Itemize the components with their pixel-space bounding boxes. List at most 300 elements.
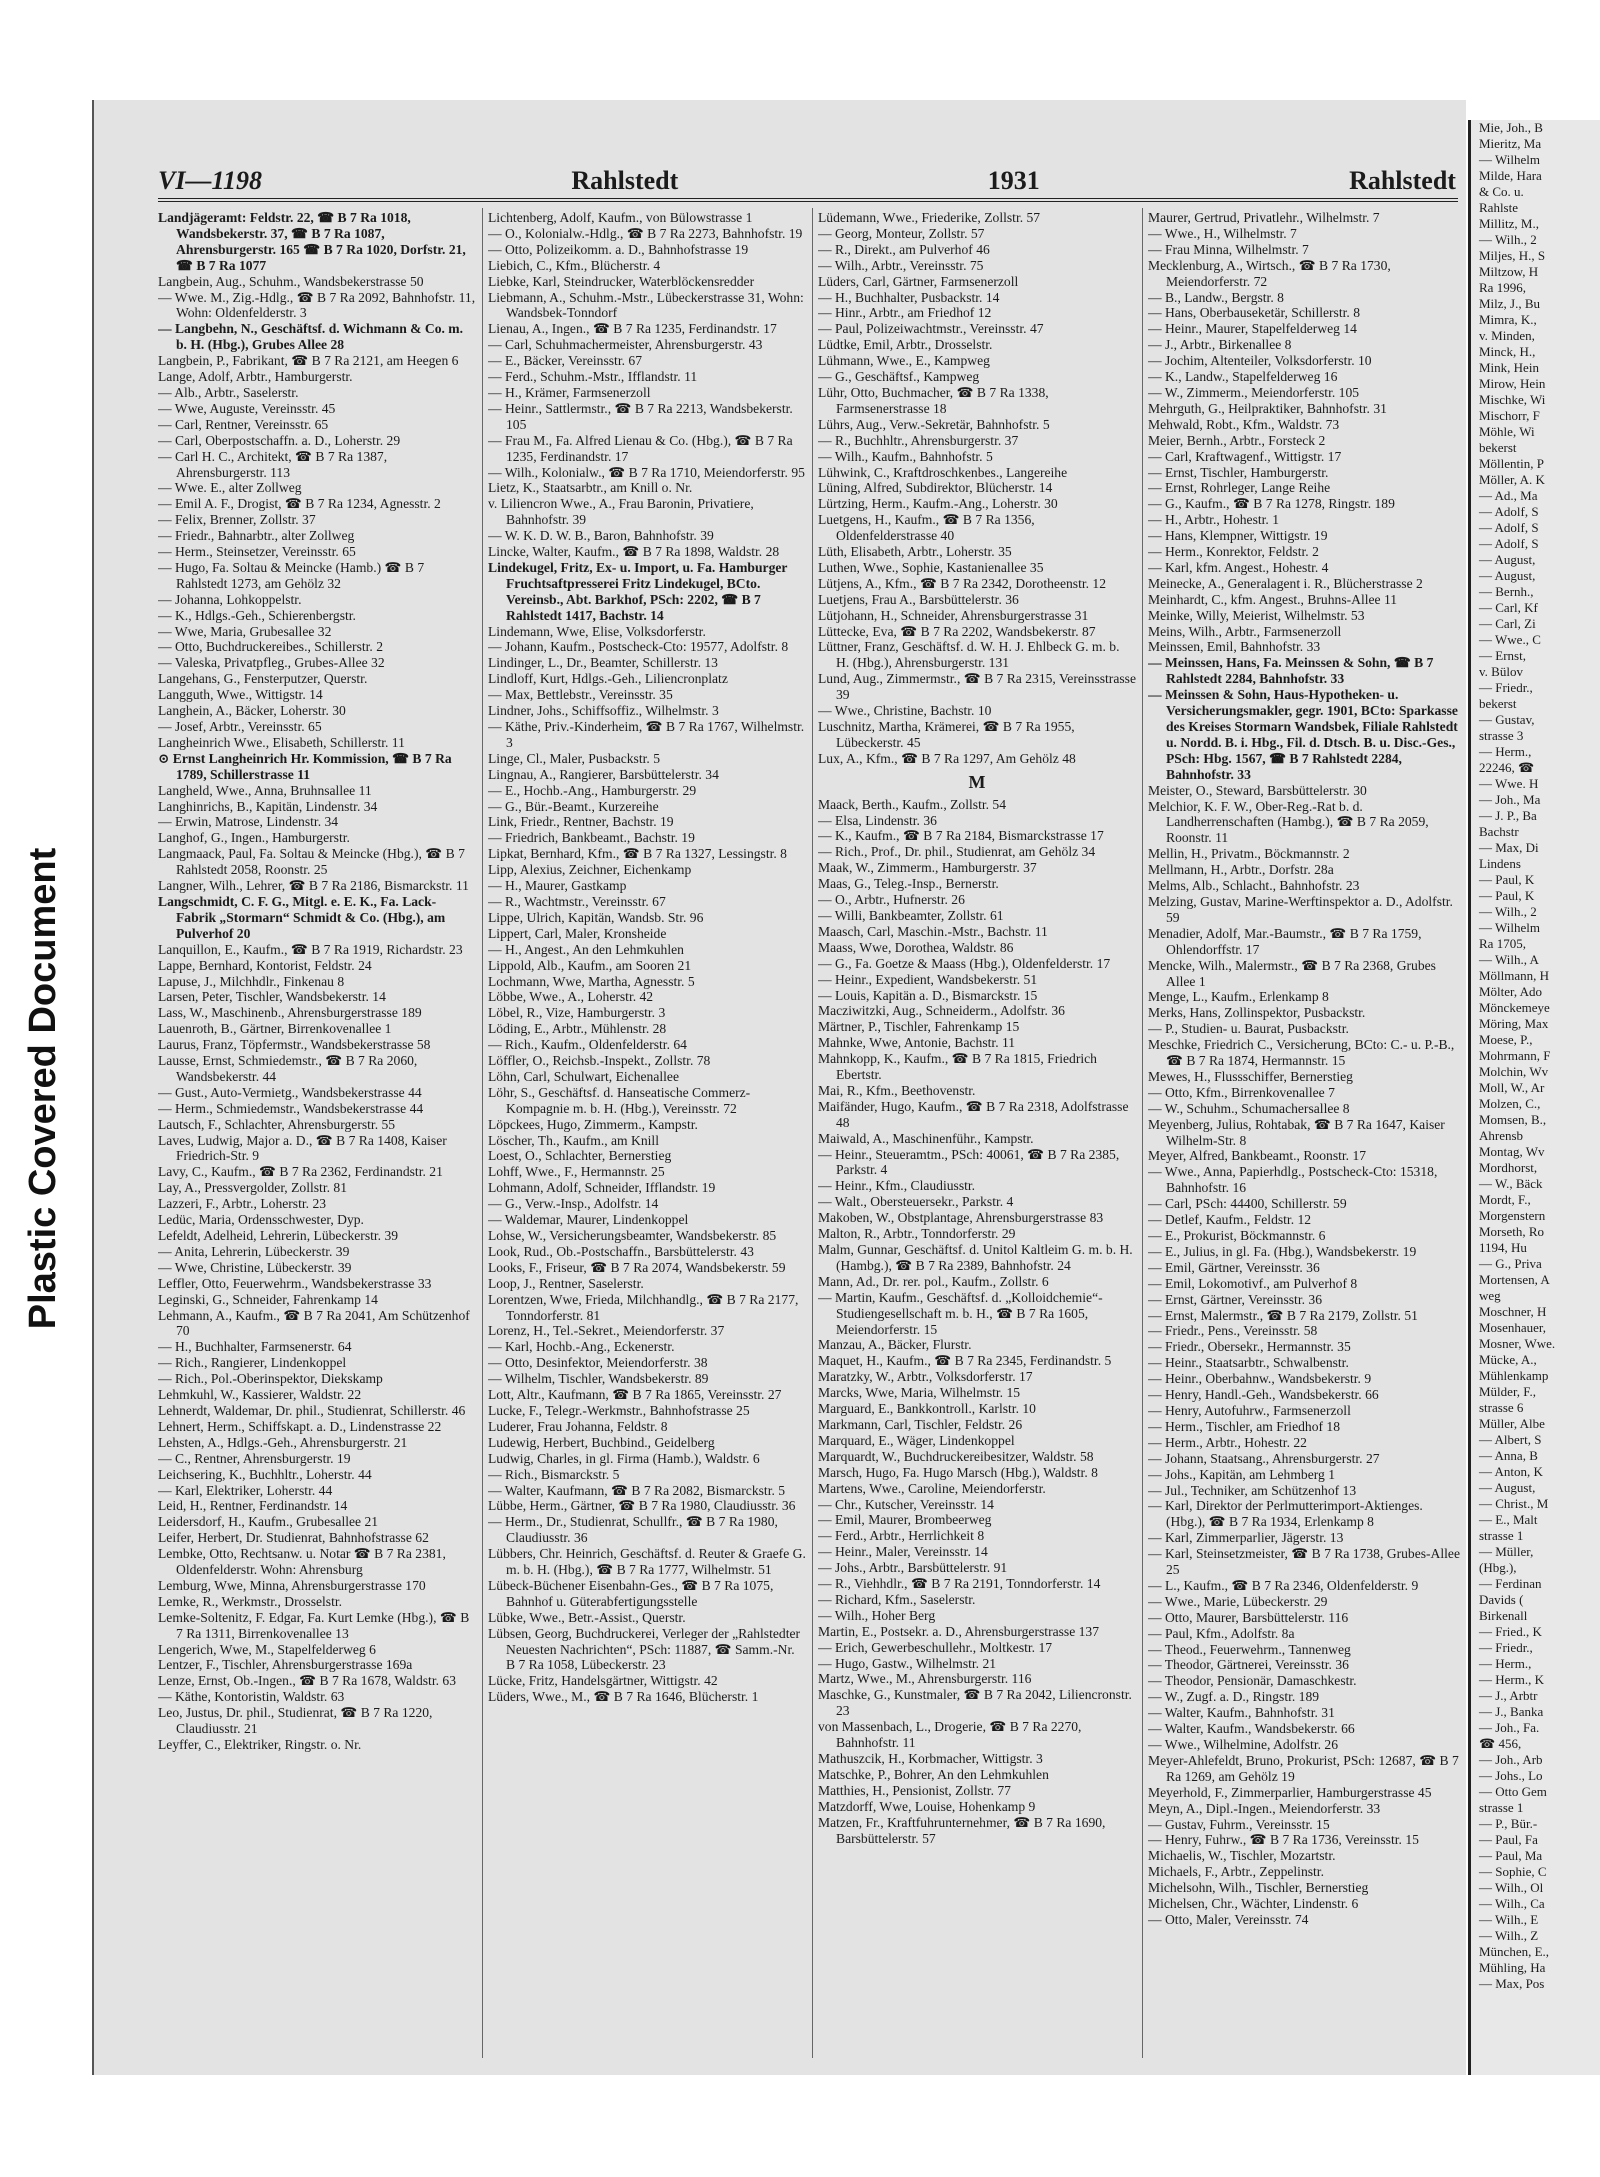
adjacent-page-entry: — Paul, Fa <box>1479 1832 1538 1847</box>
directory-entry: — Wwe., Anna, Papierhdlg., Postscheck-Cto: 15318, Bahnhofstr. 16 <box>1148 1164 1438 1196</box>
adjacent-page-entry: Rahlste <box>1479 200 1518 215</box>
adjacent-page-entry: — Otto Gem <box>1479 1784 1547 1799</box>
directory-entry: Langhof, G., Ingen., Hamburgerstr. <box>158 830 350 846</box>
directory-entry: — Otto, Kfm., Birrenkovenallee 7 <box>1148 1084 1335 1100</box>
directory-entry: Meyenberg, Julius, Rohtabak, ☎ B 7 Ra 1647, Kaiser Wilhelm-Str. 8 <box>1148 1116 1445 1148</box>
directory-entry: Manzau, A., Bäcker, Flurstr. <box>818 1337 972 1353</box>
directory-entry: Lienau, A., Ingen., ☎ B 7 Ra 1235, Ferdinandstr. 17 <box>488 321 777 337</box>
directory-entry: Link, Friedr., Rentner, Bachstr. 19 <box>488 814 674 830</box>
directory-entry: Langheinrich Wwe., Elisabeth, Schillerstr. 11 <box>158 734 405 750</box>
adjacent-page-entry: — Herm., K <box>1479 1672 1544 1687</box>
adjacent-page-entry: Minck, H., <box>1479 344 1536 359</box>
directory-entry: Linge, Cl., Maler, Pusbackstr. 5 <box>488 750 660 766</box>
directory-entry: Marcks, Wwe, Maria, Wilhelmstr. 15 <box>818 1385 1021 1401</box>
directory-entry: Lohmann, Adolf, Schneider, Ifflandstr. 19 <box>488 1180 716 1196</box>
directory-entry: Lindinger, L., Dr., Beamter, Schillerstr. 13 <box>488 655 718 671</box>
directory-entry: Matthies, H., Pensionist, Zollstr. 77 <box>818 1782 1011 1798</box>
directory-entry: Lühr, Otto, Buchmacher, ☎ B 7 Ra 1338, Farmsenerstrasse 18 <box>818 384 1049 416</box>
adjacent-page-entry: — Ferdinan <box>1479 1576 1542 1591</box>
directory-entry: — Theodor, Gärtnerei, Vereinsstr. 36 <box>1148 1657 1349 1673</box>
directory-entry: Landjägeramt: Feldstr. 22, ☎ B 7 Ra 1018, Wandsbekerstr. 37, ☎ B 7 Ra 1087, Ahrensburgerstr. 165 ☎ B 7 Ra 1020, Dorfstr. 21, ☎ B 7 Ra 1077 <box>158 210 466 273</box>
directory-entry: — Johs., Arbtr., Barsbüttelerstr. 91 <box>818 1560 1008 1576</box>
directory-entry: Leyffer, C., Elektriker, Ringstr. o. Nr. <box>158 1737 362 1752</box>
directory-entry: — Hugo, Gastw., Wilhelmstr. 21 <box>818 1655 997 1671</box>
directory-entry: Löpckees, Hugo, Zimmerm., Kampstr. <box>488 1116 698 1132</box>
directory-entry: Leffler, Otto, Feuerwehrm., Wandsbekerstrasse 33 <box>158 1275 432 1291</box>
adjacent-page-entry: bekerst <box>1479 696 1517 711</box>
directory-entry: Michaels, F., Arbtr., Zeppelinstr. <box>1148 1864 1324 1880</box>
directory-entry: Meyer-Ahlefeldt, Bruno, Prokurist, PSch: 12687, ☎ B 7 Ra 1269, am Gehölz 19 <box>1148 1752 1459 1784</box>
directory-entry: Maasch, Carl, Maschin.-Mstr., Bachstr. 11 <box>818 923 1048 939</box>
adjacent-page-entry: Birkenall <box>1479 1608 1528 1623</box>
adjacent-page-entry: — Joh., Arb <box>1479 1752 1543 1767</box>
directory-entry: Lembke, Otto, Rechtsanw. u. Notar ☎ B 7 Ra 2381, Oldenfelderstr. Wohn: Ahrensburg <box>158 1546 446 1578</box>
directory-entry: Luetgens, H., Kaufm., ☎ B 7 Ra 1356, Oldenfelderstrasse 40 <box>818 512 1035 544</box>
directory-entry: Lichtenberg, Adolf, Kaufm., von Bülowstrasse 1 <box>488 210 753 225</box>
directory-entry: — Paul, Kfm., Adolfstr. 8a <box>1148 1625 1295 1641</box>
directory-entry: — Carl, Kraftwagenf., Wittigstr. 17 <box>1148 448 1342 464</box>
adjacent-page-entry: — Friedr., <box>1479 1640 1533 1655</box>
directory-entry: Lemke, R., Werkmstr., Drosselstr. <box>158 1593 343 1609</box>
directory-entry: — Karl, Hochb.-Ang., Eckenerstr. <box>488 1339 675 1355</box>
directory-entry: Leichsering, K., Buchhltr., Loherstr. 44 <box>158 1466 372 1482</box>
adjacent-page-entry: Molzen, C., <box>1479 1096 1541 1111</box>
directory-entry: — H., Maurer, Gastkamp <box>488 878 627 894</box>
directory-entry: Lemke-Soltenitz, F. Edgar, Fa. Kurt Lemke (Hbg.), ☎ B 7 Ra 1311, Birrenkovenallee 13 <box>158 1609 470 1641</box>
directory-entry: Meinke, Willy, Meierist, Wilhelmstr. 53 <box>1148 607 1365 623</box>
directory-entry: — Carl, Oberpostschaffn. a. D., Loherstr. 29 <box>158 432 401 448</box>
directory-entry: Lucke, F., Telegr.-Werkmstr., Bahnhofstrasse 25 <box>488 1402 750 1418</box>
directory-column-4 <box>1148 210 1460 2060</box>
directory-entry: — P., Studien- u. Baurat, Pusbackstr. <box>1148 1021 1349 1037</box>
adjacent-page-entry: strasse 1 <box>1479 1528 1524 1543</box>
directory-entry: Makoben, W., Obstplantage, Ahrensburgerstrasse 83 <box>818 1210 1104 1226</box>
adjacent-page-entry: Moschner, H <box>1479 1304 1547 1319</box>
directory-entry: Liebich, C., Kfm., Blücherstr. 4 <box>488 257 661 273</box>
directory-column-1 <box>158 210 476 2060</box>
directory-entry: — H., Arbtr., Hohestr. 1 <box>1148 512 1280 528</box>
adjacent-page-entry: Mie, Joh., B <box>1479 120 1543 135</box>
directory-entry: — Karl, Direktor der Perlmutterimport-Aktienges. (Hbg.), ☎ B 7 Ra 1934, Erlenkamp 8 <box>1148 1498 1423 1530</box>
directory-entry: Lauenroth, B., Gärtner, Birrenkovenallee 1 <box>158 1021 392 1037</box>
directory-entry: — Wwe. E., alter Zollweg <box>158 480 302 496</box>
adjacent-page-entry: Milde, Hara <box>1479 168 1542 183</box>
adjacent-page-entry: — Wilh., 2 <box>1479 904 1537 919</box>
directory-entry: Lorentzen, Wwe, Frieda, Milchhandlg., ☎ B 7 Ra 2177, Tonndorferstr. 81 <box>488 1291 799 1323</box>
directory-entry: — Friedr., Obersekr., Hermannstr. 35 <box>1148 1339 1351 1355</box>
directory-entry: — E., Julius, in gl. Fa. (Hbg.), Wandsbekerstr. 19 <box>1148 1243 1417 1259</box>
directory-entry: Lütjohann, H., Schneider, Ahrensburgerstrasse 31 <box>818 607 1089 623</box>
adjacent-page-entry: 22246, ☎ <box>1479 760 1535 775</box>
directory-entry: Lindekugel, Fritz, Ex- u. Import, u. Fa. Hamburger Fruchtsaftpresserei Fritz Lindekugel, BCto. Vereinsb., Abt. Barkhof, PSch: 2202, ☎ B 7 Rahlstedt 1417, Bachstr. 14 <box>488 559 788 623</box>
adjacent-page-entry: (Hbg.), <box>1479 1560 1517 1575</box>
directory-entry: Maack, Berth., Kaufm., Zollstr. 54 <box>818 796 1007 812</box>
adjacent-page-entry: München, E., <box>1479 1944 1550 1959</box>
directory-entry: Leifer, Herbert, Dr. Studienrat, Bahnhofstrasse 62 <box>158 1530 429 1546</box>
adjacent-page-entry: Molchin, Wv <box>1479 1064 1549 1079</box>
directory-entry: — Heinr., Oberbahnw., Wandsbekerstr. 9 <box>1148 1371 1372 1387</box>
directory-entry: Leid, H., Rentner, Ferdinandstr. 14 <box>158 1498 348 1514</box>
directory-entry: Michelsen, Chr., Wächter, Lindenstr. 6 <box>1148 1896 1359 1912</box>
directory-entry: Martens, Wwe., Caroline, Meiendorferstr. <box>818 1480 1046 1496</box>
directory-entry: — Ferd., Arbtr., Herrlichkeit 8 <box>818 1528 985 1544</box>
directory-entry: — Herm., Konrektor, Feldstr. 2 <box>1148 544 1319 560</box>
page-number: VI—1198 <box>158 166 263 195</box>
directory-entry: Michelsohn, Wilh., Tischler, Bernerstieg <box>1148 1880 1369 1896</box>
adjacent-page-entry: — Wwe., C <box>1479 632 1541 647</box>
directory-entry: — Friedrich, Bankbeamt., Bachstr. 19 <box>488 830 695 846</box>
directory-entry: Luschnitz, Martha, Krämerei, ☎ B 7 Ra 1955, Lübeckerstr. 45 <box>818 719 1075 750</box>
directory-entry: Menge, L., Kaufm., Erlenkamp 8 <box>1148 989 1329 1005</box>
directory-entry: — Louis, Kapitän a. D., Bismarckstr. 15 <box>818 987 1038 1003</box>
directory-entry: — G., Verw.-Insp., Adolfstr. 14 <box>488 1196 659 1212</box>
directory-column-3 <box>818 210 1136 2060</box>
adjacent-page-entry: — Adolf, S <box>1479 520 1539 535</box>
adjacent-page-entry: — Paul, K <box>1479 872 1535 887</box>
adjacent-page-entry: — Wilh., Ca <box>1479 1896 1545 1911</box>
adjacent-page-entry: v. Bülov <box>1479 664 1523 679</box>
directory-entry: Ledüc, Maria, Ordensschwester, Dyp. <box>158 1212 364 1228</box>
directory-entry: Lipp, Alexius, Zeichner, Eichenkamp <box>488 862 692 878</box>
directory-entry: — Otto, Buchdruckereibes., Schillerstr. 2 <box>158 639 384 655</box>
directory-entry: — Emil, Maurer, Brombeerweg <box>818 1512 992 1528</box>
directory-entry: Löhn, Carl, Schulwart, Eichenallee <box>488 1068 680 1084</box>
directory-entry: — O., Arbtr., Hufnerstr. 26 <box>818 892 965 908</box>
directory-entry: Langguth, Wwe., Wittigstr. 14 <box>158 687 323 703</box>
directory-entry: — Hinr., Arbtr., am Friedhof 12 <box>818 305 992 321</box>
directory-entry: Mellin, H., Privatm., Böckmannstr. 2 <box>1148 846 1350 862</box>
directory-entry: — C., Rentner, Ahrensburgerstr. 19 <box>158 1450 351 1466</box>
column-divider <box>812 208 813 2058</box>
directory-entry: Marquardt, W., Buchdruckereibesitzer, Waldstr. 58 <box>818 1448 1094 1464</box>
directory-entry: — Wwe, Auguste, Vereinsstr. 45 <box>158 400 336 416</box>
directory-entry: Laves, Ludwig, Major a. D., ☎ B 7 Ra 1408, Kaiser Friedrich-Str. 9 <box>158 1132 447 1164</box>
directory-entry: — Ernst, Rohrleger, Lange Reihe <box>1148 480 1331 496</box>
directory-entry: — Heinr., Steueramtm., PSch: 40061, ☎ B 7 Ra 2385, Parkstr. 4 <box>818 1146 1120 1178</box>
directory-entry: Lehmann, A., Kaufm., ☎ B 7 Ra 2041, Am Schützenhof 70 <box>158 1307 470 1339</box>
directory-entry: Lehnert, Herm., Schiffskapt. a. D., Lindenstrasse 22 <box>158 1418 442 1434</box>
directory-entry: Matzen, Fr., Kraftfuhrunternehmer, ☎ B 7 Ra 1690, Barsbüttelerstr. 57 <box>818 1814 1106 1846</box>
directory-entry: Lüth, Elisabeth, Arbtr., Loherstr. 35 <box>818 544 1012 560</box>
directory-entry: — Paul, Polizeiwachtmstr., Vereinsstr. 47 <box>818 321 1044 337</box>
directory-entry: Lincke, Walter, Kaufm., ☎ B 7 Ra 1898, Waldstr. 28 <box>488 544 780 560</box>
adjacent-page-entry: bekerst <box>1479 440 1517 455</box>
directory-entry: Luthen, Wwe., Sophie, Kastanienallee 35 <box>818 559 1044 575</box>
directory-entry: Luderer, Frau Johanna, Feldstr. 8 <box>488 1418 668 1434</box>
directory-entry: Lentzer, F., Tischler, Ahrensburgerstrasse 169a <box>158 1657 413 1673</box>
directory-entry: — Herm., Tischler, am Friedhof 18 <box>1148 1418 1341 1434</box>
adjacent-page-entry: — W., Bäck <box>1479 1176 1543 1191</box>
adjacent-page-entry: Momsen, B., <box>1479 1112 1547 1127</box>
directory-entry: — Wilh., Kaufm., Bahnhofstr. 5 <box>818 448 993 464</box>
directory-entry: Langmaack, Paul, Fa. Soltau & Meincke (Hbg.), ☎ B 7 Rahlstedt 2058, Roonstr. 25 <box>158 846 465 878</box>
header-rule <box>158 198 1458 202</box>
directory-entry: — Martin, Kaufm., Geschäftsf. d. „Kolloidchemie“-Studiengesellschaft m. b. H., ☎ B 7 Ra 1605, Meiendorferstr. 15 <box>818 1289 1103 1337</box>
directory-entry: — Meinssen, Hans, Fa. Meinssen & Sohn, ☎ B 7 Rahlstedt 2284, Bahnhofstr. 33 <box>1148 655 1434 687</box>
directory-entry: Loest, O., Schlachter, Bernerstieg <box>488 1148 672 1164</box>
adjacent-page-entry: Mohrmann, F <box>1479 1048 1551 1063</box>
adjacent-page-entry: — Wilh., Ol <box>1479 1880 1544 1895</box>
adjacent-page-entry: — Wilh., E <box>1479 1912 1539 1927</box>
adjacent-page-entry: — Adolf, S <box>1479 536 1539 551</box>
adjacent-page-entry: Morgenstern <box>1479 1208 1546 1223</box>
adjacent-page-entry: — Anton, K <box>1479 1464 1543 1479</box>
directory-entry: — K., Kaufm., ☎ B 7 Ra 2184, Bismarckstrasse 17 <box>818 828 1104 844</box>
year: 1931 <box>987 166 1040 195</box>
directory-entry: — Friedr., Pens., Vereinsstr. 58 <box>1148 1323 1318 1339</box>
directory-entry: Lübeck-Büchener Eisenbahn-Ges., ☎ B 7 Ra 1075, Bahnhof u. Güterabfertigungsstelle <box>488 1577 774 1609</box>
directory-entry: Löhr, S., Geschäftsf. d. Hanseatische Commerz-Kompagnie m. b. H. (Hbg.), Vereinsstr. 72 <box>488 1084 751 1116</box>
adjacent-page-entry: strasse 1 <box>1479 1800 1524 1815</box>
adjacent-page-entry: — Albert, S <box>1479 1432 1542 1447</box>
directory-entry: Meinhardt, C., kfm. Angest., Bruhns-Allee 11 <box>1148 591 1398 607</box>
adjacent-page-entry: Moese, P., <box>1479 1032 1533 1047</box>
directory-entry: Larsen, Peter, Tischler, Wandsbekerstr. 14 <box>158 989 386 1005</box>
directory-entry: Langschmidt, C. F. G., Mitgl. e. E. K., Fa. Lack-Fabrik „Stormarn“ Schmidt & Co. (Hbg.), am Pulverhof 20 <box>158 893 446 941</box>
directory-entry: — R., Direkt., am Pulverhof 46 <box>818 241 990 257</box>
directory-entry: — Erich, Gewerbeschullehr., Moltkestr. 17 <box>818 1639 1053 1655</box>
directory-entry: Lippert, Carl, Maler, Kronsheide <box>488 925 667 941</box>
directory-entry: Lohff, Wwe., F., Hermannstr. 25 <box>488 1164 665 1180</box>
directory-entry: — Carl, Schuhmachermeister, Ahrensburgerstr. 43 <box>488 337 763 353</box>
adjacent-page-entry: — Adolf, S <box>1479 504 1539 519</box>
directory-entry: — E., Hochb.-Ang., Hamburgerstr. 29 <box>488 782 697 798</box>
adjacent-page-entry: — August, <box>1479 568 1536 583</box>
adjacent-page-entry: Möller, A. K <box>1479 472 1545 487</box>
adjacent-page-entry: Ra 1996, <box>1479 280 1526 295</box>
directory-entry: — R., Viehhdlr., ☎ B 7 Ra 2191, Tonndorferstr. 14 <box>818 1576 1101 1592</box>
directory-entry: Märtner, P., Tischler, Fahrenkamp 15 <box>818 1019 1020 1035</box>
adjacent-page-entry: — Joh., Ma <box>1479 792 1541 807</box>
directory-entry: Lübbers, Chr. Heinrich, Geschäftsf. d. Reuter & Graefe G. m. b. H. (Hbg.), ☎ B 7 Ra 1777, Wilhelmstr. 51 <box>488 1546 806 1578</box>
page-header <box>94 156 1466 196</box>
directory-entry: Lass, W., Maschinenb., Ahrensburgerstrasse 189 <box>158 1005 422 1021</box>
directory-entry: — Felix, Brenner, Zollstr. 37 <box>158 512 316 528</box>
directory-entry: — Henry, Handl.-Geh., Wandsbekerstr. 66 <box>1148 1387 1379 1403</box>
adjacent-page-entry: Mieritz, Ma <box>1479 136 1542 151</box>
directory-entry: Meyer, Alfred, Bankbeamt., Roonstr. 17 <box>1148 1148 1367 1164</box>
directory-entry: — J., Arbtr., Birkenallee 8 <box>1148 337 1292 353</box>
directory-entry: — Rich., Pol.-Oberinspektor, Diekskamp <box>158 1371 383 1387</box>
adjacent-page-entry: — Paul, K <box>1479 888 1535 903</box>
directory-entry: Lay, A., Pressvergolder, Zollstr. 81 <box>158 1180 347 1196</box>
adjacent-page-entry: Müller, Albe <box>1479 1416 1545 1431</box>
adjacent-page-entry: — Wwe. H <box>1479 776 1539 791</box>
adjacent-page-entry: — Max, Pos <box>1479 1976 1545 1991</box>
adjacent-page-entry: Miltzow, H <box>1479 264 1539 279</box>
directory-entry: Lappe, Bernhard, Kontorist, Feldstr. 24 <box>158 957 372 973</box>
directory-entry: Meier, Bernh., Arbtr., Forsteck 2 <box>1148 432 1326 448</box>
directory-entry: — Karl, Steinsetzmeister, ☎ B 7 Ra 1738, Grubes-Allee 25 <box>1148 1546 1460 1578</box>
directory-entry: — Otto, Maler, Vereinsstr. 74 <box>1148 1911 1309 1927</box>
directory-entry: Maquet, H., Kaufm., ☎ B 7 Ra 2345, Ferdinandstr. 5 <box>818 1353 1112 1369</box>
directory-entry: Looks, F., Friseur, ☎ B 7 Ra 2074, Wandsbekerstr. 59 <box>488 1259 786 1275</box>
directory-entry: v. Liliencron Wwe., A., Frau Baronin, Privatiere, Bahnhofstr. 39 <box>488 496 754 528</box>
directory-entry: Liebke, Karl, Steindrucker, Waterblöckensredder <box>488 273 755 289</box>
directory-entry: Lütjens, A., Kfm., ☎ B 7 Ra 2342, Dorotheenstr. 12 <box>818 575 1107 591</box>
stamp-band <box>0 0 88 2177</box>
adjacent-page-entry: — Herm., <box>1479 744 1532 759</box>
directory-entry: — K., Landw., Stapelfelderweg 16 <box>1148 369 1338 385</box>
directory-entry: — Wilhelm, Tischler, Wandsbekerstr. 89 <box>488 1371 709 1387</box>
directory-entry: Melms, Alb., Schlacht., Bahnhofstr. 23 <box>1148 878 1360 894</box>
adjacent-page-fragment <box>1468 120 1600 2075</box>
directory-entry: — W., Zugf. a. D., Ringstr. 189 <box>1148 1689 1320 1705</box>
directory-entry: Matschke, P., Bohrer, An den Lehmkuhlen <box>818 1766 1049 1782</box>
directory-entry: — R., Wachtmstr., Vereinsstr. 67 <box>488 893 666 909</box>
adjacent-page-entry: — Christ., M <box>1479 1496 1549 1511</box>
directory-entry: — Theod., Feuerwehrm., Tannenweg <box>1148 1641 1351 1657</box>
directory-entry: — Walter, Kaufm., Wandsbekerstr. 66 <box>1148 1721 1355 1737</box>
adjacent-page-entry: — P., Bür.- <box>1479 1816 1538 1831</box>
adjacent-page-entry: — Ernst, <box>1479 648 1526 663</box>
directory-entry: — L., Kaufm., ☎ B 7 Ra 2346, Oldenfelderstr. 9 <box>1148 1577 1419 1593</box>
directory-entry: Löbbe, Wwe., A., Loherstr. 42 <box>488 989 654 1005</box>
directory-entry: Lazzeri, F., Arbtr., Loherstr. 23 <box>158 1196 327 1212</box>
adjacent-page-entry: Mücke, A., <box>1479 1352 1537 1367</box>
directory-entry: Lübbe, Herm., Gärtner, ☎ B 7 Ra 1980, Claudiusstr. 36 <box>488 1498 796 1514</box>
directory-entry: — Heinr., Maler, Vereinsstr. 14 <box>818 1544 988 1560</box>
directory-entry: — E., Bäcker, Vereinsstr. 67 <box>488 353 642 369</box>
adjacent-page-entry: — Fried., K <box>1479 1624 1542 1639</box>
adjacent-page-entry: — Paul, Ma <box>1479 1848 1543 1863</box>
directory-entry: — Johanna, Lohkoppelstr. <box>158 591 302 607</box>
directory-entry: — K., Hdlgs.-Geh., Schierenbergstr. <box>158 607 356 623</box>
directory-entry: Lührs, Aug., Verw.-Sekretär, Bahnhofstr. 5 <box>818 416 1050 432</box>
directory-entry: — Karl, kfm. Angest., Hohestr. 4 <box>1148 559 1329 575</box>
directory-entry: — Gustav, Fuhrm., Vereinsstr. 15 <box>1148 1816 1330 1832</box>
directory-entry: Lefeldt, Adelheid, Lehrerin, Lübeckerstr. 39 <box>158 1228 399 1243</box>
directory-entry: — Wilh., Kolonialw., ☎ B 7 Ra 1710, Meiendorferstr. 95 <box>488 464 805 480</box>
directory-entry: — G., Kaufm., ☎ B 7 Ra 1278, Ringstr. 189 <box>1148 496 1395 512</box>
directory-entry: — Elsa, Lindenstr. 36 <box>818 812 937 828</box>
adjacent-page-entry: Möhle, Wi <box>1479 424 1535 439</box>
directory-entry: — W. K. D. W. B., Baron, Bahnhofstr. 39 <box>488 528 714 544</box>
directory-entry: Marguard, E., Bankkontroll., Karlstr. 10 <box>818 1401 1036 1417</box>
directory-entry: Lübsen, Georg, Buchdruckerei, Verleger der „Rahlstedter Neuesten Nachrichten“, PSch: 11887, ☎ Samm.-Nr. B 7 Ra 1058, Lübeckerstr. 23 <box>488 1625 801 1673</box>
adjacent-page-entry: Möring, Max <box>1479 1016 1549 1031</box>
adjacent-page-entry: — Wilh., 2 <box>1479 232 1537 247</box>
directory-entry: — Johann, Staatsang., Ahrensburgerstr. 27 <box>1148 1450 1380 1466</box>
directory-entry: — Rich., Bismarckstr. 5 <box>488 1466 620 1482</box>
directory-entry: Meschke, Friedrich C., Versicherung, BCto: C.- u. P.-B., ☎ B 7 Ra 1874, Hermannstr. 15 <box>1148 1037 1455 1069</box>
directory-entry: — Jochim, Altenteiler, Volksdorferstr. 10 <box>1148 353 1372 369</box>
directory-entry: Mehwald, Robt., Kfm., Waldstr. 73 <box>1148 416 1340 432</box>
adjacent-page-entry: Mirow, Hein <box>1479 376 1546 391</box>
directory-entry: — Wwe., H., Wilhelmstr. 7 <box>1148 225 1297 241</box>
directory-entry: Loop, J., Rentner, Saselerstr. <box>488 1275 644 1291</box>
directory-entry: Langehans, G., Fensterputzer, Querstr. <box>158 671 368 687</box>
adjacent-page-entry: & Co. u. <box>1479 184 1524 199</box>
directory-entry: Lavy, C., Kaufm., ☎ B 7 Ra 2362, Ferdinandstr. 21 <box>158 1164 443 1180</box>
adjacent-page-entry: Bachstr <box>1479 824 1519 839</box>
directory-entry: Meyn, A., Dipl.-Ingen., Meiendorferstr. 33 <box>1148 1800 1381 1816</box>
adjacent-page-entry: Mönckemeye <box>1479 1000 1550 1015</box>
directory-entry: Melchior, K. F. W., Ober-Reg.-Rat b. d. Landherrenschaften (Hambg.), ☎ B 7 Ra 2059, Roonstr. 11 <box>1148 798 1429 846</box>
directory-entry: — H., Angest., An den Lehmkuhlen <box>488 941 684 957</box>
directory-entry: Lühwink, C., Kraftdroschkenbes., Langereihe <box>818 464 1068 480</box>
directory-entry: — Frau Minna, Wilhelmstr. 7 <box>1148 241 1309 257</box>
adjacent-page-entry: ☎ 456, <box>1479 1736 1522 1751</box>
adjacent-page-entry: — Müller, <box>1479 1544 1534 1559</box>
directory-entry: — Max, Bettlebstr., Vereinsstr. 35 <box>488 687 673 703</box>
directory-entry: Luetjens, Frau A., Barsbüttelerstr. 36 <box>818 591 1019 607</box>
directory-entry: Lühmann, Wwe., E., Kampweg <box>818 353 990 369</box>
adjacent-page-entry: — Max, Di <box>1479 840 1539 855</box>
directory-entry: Lohse, W., Versicherungsbeamter, Wandsbekerstr. 85 <box>488 1228 777 1243</box>
directory-entry: — Emil A. F., Drogist, ☎ B 7 Ra 1234, Agnesstr. 2 <box>158 496 441 512</box>
directory-entry: — W., Schuhm., Schumachersallee 8 <box>1148 1100 1350 1116</box>
directory-entry: Look, Rud., Ob.-Postschaffn., Barsbüttelerstr. 43 <box>488 1243 754 1259</box>
directory-entry: Marsch, Hugo, Fa. Hugo Marsch (Hbg.), Waldstr. 8 <box>818 1464 1098 1480</box>
directory-entry: Langbein, P., Fabrikant, ☎ B 7 Ra 2121, am Heegen 6 <box>158 353 459 369</box>
directory-entry: Merks, Hans, Zollinspektor, Pusbackstr. <box>1148 1005 1366 1021</box>
adjacent-page-entry: Ahrensb <box>1479 1128 1524 1143</box>
directory-entry: Ludwig, Charles, in gl. Firma (Hamb.), Waldstr. 6 <box>488 1450 760 1466</box>
directory-entry: — Herm., Schmiedemstr., Wandsbekerstrasse 44 <box>158 1100 424 1116</box>
directory-entry: Langbein, Aug., Schuhm., Wandsbekerstrasse 50 <box>158 273 424 289</box>
adjacent-page-entry: Mühlenkamp <box>1479 1368 1549 1383</box>
directory-entry: Lüdtke, Emil, Arbtr., Drosselstr. <box>818 337 993 353</box>
adjacent-page-entry: — Wilhelm <box>1479 152 1540 167</box>
directory-entry: — Walt., Obersteuersekr., Parkstr. 4 <box>818 1194 1014 1210</box>
directory-entry: — Otto, Polizeikomm. a. D., Bahnhofstrasse 19 <box>488 241 749 257</box>
directory-entry: — G., Geschäftsf., Kampweg <box>818 369 980 385</box>
adjacent-page-entry: — Bernh., <box>1479 584 1534 599</box>
directory-entry: — Johs., Kapitän, am Lehmberg 1 <box>1148 1466 1336 1482</box>
adjacent-page-entry: Moll, W., Ar <box>1479 1080 1545 1095</box>
directory-entry: — Gust., Auto-Vermietg., Wandsbekerstrasse 44 <box>158 1084 422 1100</box>
directory-entry: — Karl, Zimmerparlier, Jägerstr. 13 <box>1148 1530 1344 1546</box>
directory-entry: Maurer, Gertrud, Privatlehr., Wilhelmstr. 7 <box>1148 210 1380 225</box>
directory-entry: Leo, Justus, Dr. phil., Studienrat, ☎ B 7 Ra 1220, Claudiusstr. 21 <box>158 1705 433 1737</box>
adjacent-page-entry: weg <box>1479 1288 1501 1303</box>
directory-entry: — Henry, Autofuhrw., Farmsenerzoll <box>1148 1402 1351 1418</box>
directory-entry: Meinssen, Emil, Bahnhofstr. 33 <box>1148 639 1321 655</box>
directory-entry: Mahnke, Wwe, Antonie, Bachstr. 11 <box>818 1035 1016 1051</box>
directory-entry: — Meinssen & Sohn, Haus-Hypotheken- u. Versicherungsmakler, gegr. 1901, BCto: Sparkasse des Kreises Stormarn Wandsbek, Filiale Rahlstedt u. Nordd. B. i. Hbg., Fil. d. Dtsch. B. u. Disc.-Ges., PSch: Hbg. 1567, ☎ B 7 Rahlstedt 2284, Bahnhofstr. 33 <box>1148 687 1458 782</box>
directory-entry: — Georg, Monteur, Zollstr. 57 <box>818 225 985 241</box>
adjacent-page-entry: — Carl, Zi <box>1479 616 1536 631</box>
adjacent-page-entry: Mühling, Ha <box>1479 1960 1546 1975</box>
directory-entry: Langheld, Wwe., Anna, Bruhnsallee 11 <box>158 782 372 798</box>
adjacent-page-entry: — Ad., Ma <box>1479 488 1538 503</box>
directory-entry: — E., Prokurist, Böckmannstr. 6 <box>1148 1228 1326 1243</box>
adjacent-page-entry: — J. P., Ba <box>1479 808 1537 823</box>
directory-entry: — Theodor, Pensionär, Damaschkestr. <box>1148 1673 1357 1689</box>
adjacent-page-entry: Mimra, K., <box>1479 312 1537 327</box>
directory-entry: — O., Kolonialw.-Hdlg., ☎ B 7 Ra 2273, Bahnhofstr. 19 <box>488 225 803 241</box>
directory-entry: — W., Zimmerm., Meiendorferstr. 105 <box>1148 384 1360 400</box>
directory-entry: Langhein, A., Bäcker, Loherstr. 30 <box>158 703 346 719</box>
directory-entry: — Otto, Desinfektor, Meiendorferstr. 38 <box>488 1355 708 1371</box>
adjacent-page-entry: Mortensen, A <box>1479 1272 1550 1287</box>
adjacent-page-entry: Morseth, Ro <box>1479 1224 1544 1239</box>
directory-entry: — H., Buchhalter, Pusbackstr. 14 <box>818 289 1000 305</box>
directory-entry: — Carl, Rentner, Vereinsstr. 65 <box>158 416 329 432</box>
directory-entry: — Friedr., Bahnarbtr., alter Zollweg <box>158 528 355 544</box>
directory-entry: — Hugo, Fa. Soltau & Meincke (Hamb.) ☎ B 7 Rahlstedt 1273, am Gehölz 32 <box>158 559 425 591</box>
directory-entry: von Massenbach, L., Drogerie, ☎ B 7 Ra 2270, Bahnhofstr. 11 <box>818 1719 1082 1751</box>
directory-entry: Martin, E., Postsekr. a. D., Ahrensburgerstrasse 137 <box>818 1623 1100 1639</box>
directory-entry: — Emil, Lokomotivf., am Pulverhof 8 <box>1148 1275 1358 1291</box>
directory-entry: Leginski, G., Schneider, Fahrenkamp 14 <box>158 1291 378 1307</box>
right-running-title: Rahlstedt <box>1349 166 1456 195</box>
directory-entry: Lüttner, Franz, Geschäftsf. d. W. H. J. Ehlbeck G. m. b. H. (Hbg.), Ahrensburgerstr. 131 <box>818 639 1120 671</box>
directory-entry: — Jul., Techniker, am Schützenhof 13 <box>1148 1482 1357 1498</box>
directory-entry: — Rich., Kaufm., Oldenfelderstr. 64 <box>488 1037 687 1053</box>
directory-entry: Maschke, G., Kunstmaler, ☎ B 7 Ra 2042, Liliencronstr. 23 <box>818 1687 1132 1719</box>
